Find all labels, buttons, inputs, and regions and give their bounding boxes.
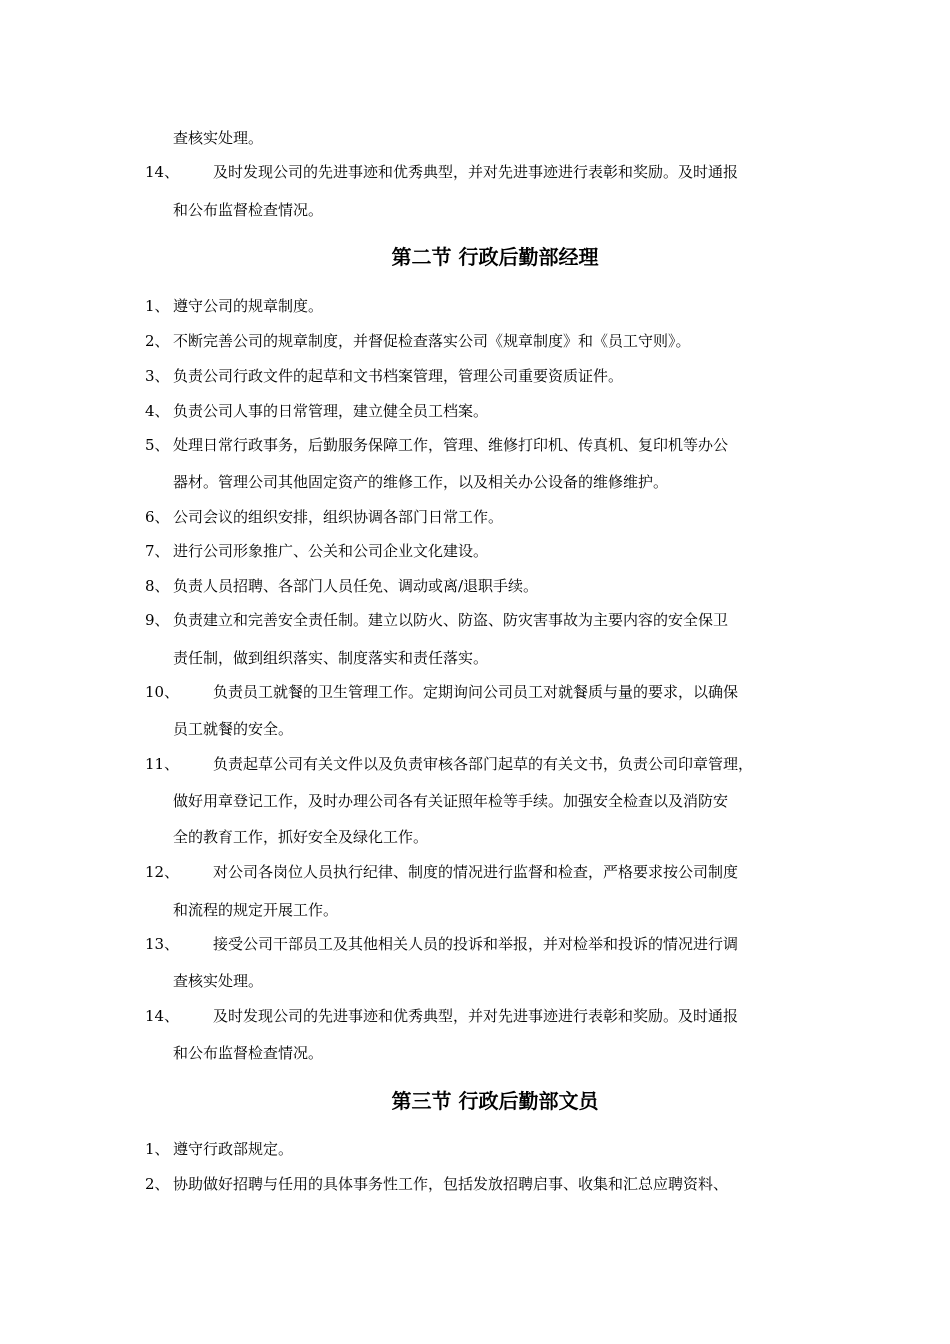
item-number: 9、 — [145, 611, 170, 629]
item-number: 12、 — [145, 863, 180, 881]
item-number: 7、 — [145, 542, 170, 560]
item-number: 5、 — [145, 436, 170, 454]
item-number: 2、 — [145, 332, 170, 350]
item-text: 和公布监督检查情况。 — [173, 1044, 324, 1062]
item-text: 负责公司人事的日常管理，建立健全员工档案。 — [173, 402, 489, 420]
item-text: 和公布监督检查情况。 — [173, 201, 324, 219]
item-text: 做好用章登记工作，及时办理公司各有关证照年检等手续。加强安全检查以及消防安 — [173, 792, 729, 810]
item-text: 和流程的规定开展工作。 — [173, 901, 339, 919]
item-text: 不断完善公司的规章制度，并督促检查落实公司《规章制度》和《员工守则》。 — [173, 332, 691, 350]
item-text: 遵守公司的规章制度。 — [173, 297, 324, 315]
item-number: 10、 — [145, 683, 180, 701]
item-text: 公司会议的组织安排，组织协调各部门日常工作。 — [173, 508, 504, 526]
item-text: 器材。管理公司其他固定资产的维修工作，以及相关办公设备的维修维护。 — [173, 473, 669, 491]
item-text: 及时发现公司的先进事迹和优秀典型，并对先进事迹进行表彰和奖励。及时通报 — [213, 163, 739, 181]
item-number: 1、 — [145, 1140, 170, 1158]
item-text: 进行公司形象推广、公关和公司企业文化建设。 — [173, 542, 489, 560]
item-text: 员工就餐的安全。 — [173, 720, 294, 738]
item-text: 对公司各岗位人员执行纪律、制度的情况进行监督和检查，严格要求按公司制度 — [213, 863, 739, 881]
item-text: 查核实处理。 — [173, 129, 264, 147]
item-number: 13、 — [145, 935, 180, 953]
item-text: 负责人员招聘、各部门人员任免、调动或离/退职手续。 — [173, 577, 539, 595]
item-text: 查核实处理。 — [173, 972, 264, 990]
item-number: 4、 — [145, 402, 170, 420]
item-text: 负责公司行政文件的起草和文书档案管理，管理公司重要资质证件。 — [173, 367, 624, 385]
item-number: 8、 — [145, 577, 170, 595]
item-text: 处理日常行政事务，后勤服务保障工作，管理、维修打印机、传真机、复印机等办公 — [173, 436, 729, 454]
item-number: 2、 — [145, 1175, 170, 1193]
item-number: 1、 — [145, 297, 170, 315]
item-number: 6、 — [145, 508, 170, 526]
item-text: 全的教育工作，抓好安全及绿化工作。 — [173, 828, 429, 846]
item-text: 负责建立和完善安全责任制。建立以防火、防盗、防灾害事故为主要内容的安全保卫 — [173, 611, 729, 629]
item-text: 负责起草公司有关文件以及负责审核各部门起草的有关文书，负责公司印章管理， — [213, 755, 754, 773]
item-number: 14、 — [145, 163, 180, 181]
item-number: 3、 — [145, 367, 170, 385]
item-text: 协助做好招聘与任用的具体事务性工作，包括发放招聘启事、收集和汇总应聘资料、 — [173, 1175, 729, 1193]
item-text: 接受公司干部员工及其他相关人员的投诉和举报，并对检举和投诉的情况进行调 — [213, 935, 739, 953]
item-number: 14、 — [145, 1007, 180, 1025]
section-heading: 第三节 行政后勤部文员 — [391, 1089, 599, 1113]
item-text: 及时发现公司的先进事迹和优秀典型，并对先进事迹进行表彰和奖励。及时通报 — [213, 1007, 739, 1025]
section-heading: 第二节 行政后勤部经理 — [391, 245, 599, 269]
item-text: 遵守行政部规定。 — [173, 1140, 294, 1158]
item-number: 11、 — [145, 755, 180, 773]
item-text: 负责员工就餐的卫生管理工作。定期询问公司员工对就餐质与量的要求，以确保 — [213, 683, 739, 701]
item-text: 责任制，做到组织落实、制度落实和责任落实。 — [173, 649, 489, 667]
